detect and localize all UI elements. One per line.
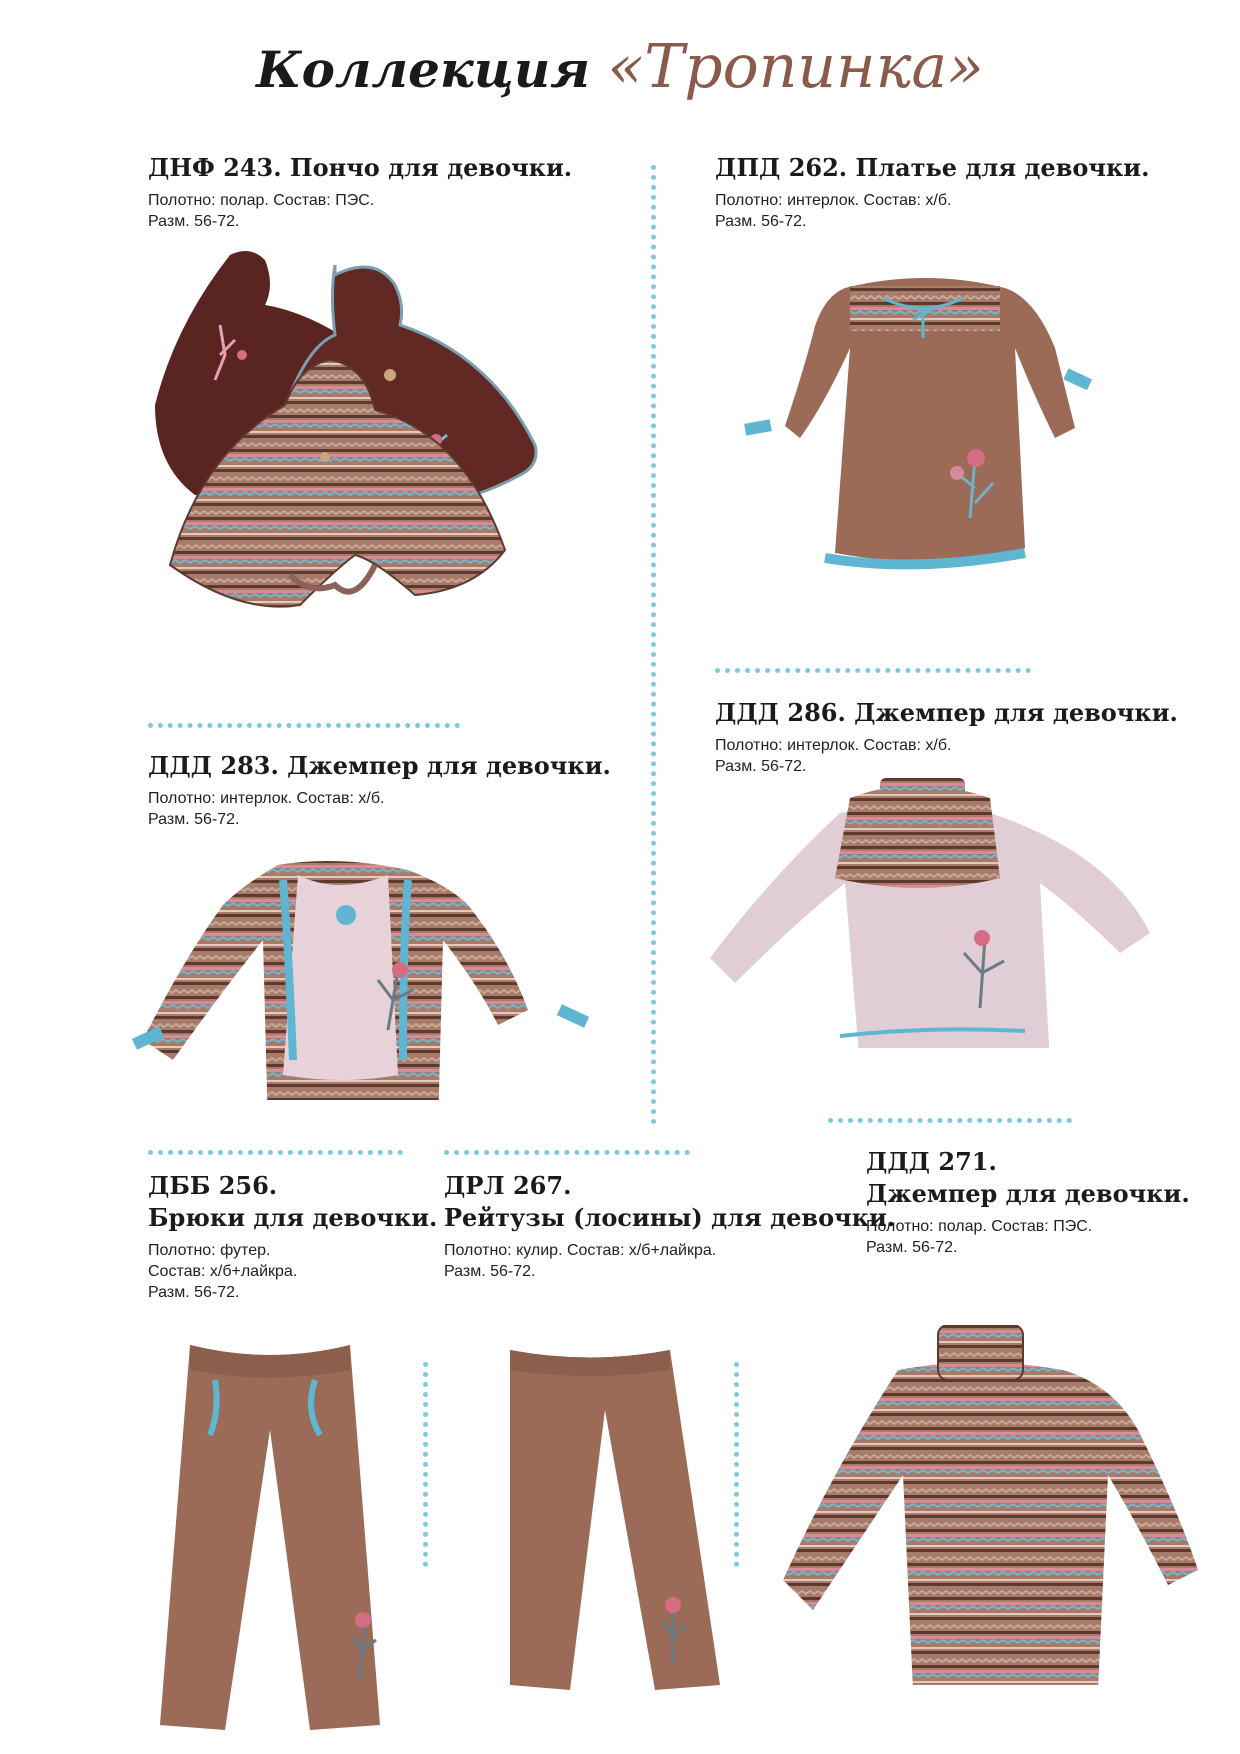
product-name: Рейтузы (лосины) для девочки. [444,1203,896,1232]
jumper-283-image [128,860,598,1100]
divider-vertical-bottom-right [734,1362,739,1567]
product-description [148,788,611,830]
pants-photo [160,1340,420,1730]
product-description [444,1240,895,1282]
product-sizes: Разм. 56-72. [866,1239,958,1256]
product-jumper-286 [715,697,1178,777]
jumper-271-photo [778,1325,1198,1685]
divider-vertical-bottom-left [423,1362,428,1567]
product-fabric: Полотно: полар. Состав: ПЭС. [866,1218,1093,1235]
product-composition: Состав: х/б+лайкра. [148,1263,298,1280]
title-accent: «Тропинка» [607,32,984,102]
leggings-image [505,1345,725,1695]
product-pants [148,1170,437,1303]
page-title [0,32,1240,102]
product-fabric: Полотно: интерлок. Состав: х/б. [715,737,952,754]
product-fabric: Полотно: интерлок. Состав: х/б. [715,192,952,209]
divider-vertical-main [651,165,656,1125]
divider-left-mid [148,723,460,728]
product-title: ДДД 283. Джемпер для девочки. [148,751,611,780]
divider-bottom-right [828,1118,1072,1123]
product-name: Джемпер для девочки. [866,1179,1190,1208]
product-dress [715,152,1149,232]
product-description [866,1216,1190,1258]
poncho-image [140,245,600,655]
product-leggings [444,1170,895,1282]
title-main: Коллекция [256,40,591,99]
jumper-286-photo [690,778,1150,1048]
product-title: ДНФ 243. Пончо для девочки. [148,153,573,182]
product-description [148,190,572,232]
product-jumper-271 [866,1146,1190,1258]
product-title: ДДД 286. Джемпер для девочки. [715,698,1178,727]
divider-bottom-center [444,1150,690,1155]
product-sizes: Разм. 56-72. [148,1284,240,1301]
product-description [715,190,1149,232]
product-sizes: Разм. 56-72. [148,811,240,828]
product-code: ДРЛ 267. [444,1171,572,1200]
product-jumper-283 [148,750,611,830]
divider-bottom-left [148,1150,403,1155]
product-ponchos [148,152,572,232]
jumper-271-image [778,1325,1198,1685]
product-title: ДПД 262. Платье для девочки. [715,153,1150,182]
product-fabric: Полотно: интерлок. Состав: х/б. [148,790,385,807]
product-description [715,735,1178,777]
product-fabric: Полотно: футер. [148,1242,271,1259]
product-description [148,1240,437,1303]
dress-photo [735,268,1115,578]
product-code: ДДД 271. [866,1147,997,1176]
product-sizes: Разм. 56-72. [715,758,807,775]
product-sizes: Разм. 56-72. [148,213,240,230]
dress-image [735,268,1115,578]
poncho-photo [140,245,600,655]
product-sizes: Разм. 56-72. [715,213,807,230]
jumper-286-image [690,778,1150,1048]
product-code: ДББ 256. [148,1171,278,1200]
product-fabric: Полотно: кулир. Состав: х/б+лайкра. [444,1242,717,1259]
product-name: Брюки для девочки. [148,1203,438,1232]
jumper-283-photo [128,860,598,1100]
product-sizes: Разм. 56-72. [444,1263,536,1280]
pants-image [160,1340,420,1730]
leggings-photo [505,1345,725,1695]
divider-right-mid [715,668,1031,673]
product-fabric: Полотно: полар. Состав: ПЭС. [148,192,375,209]
